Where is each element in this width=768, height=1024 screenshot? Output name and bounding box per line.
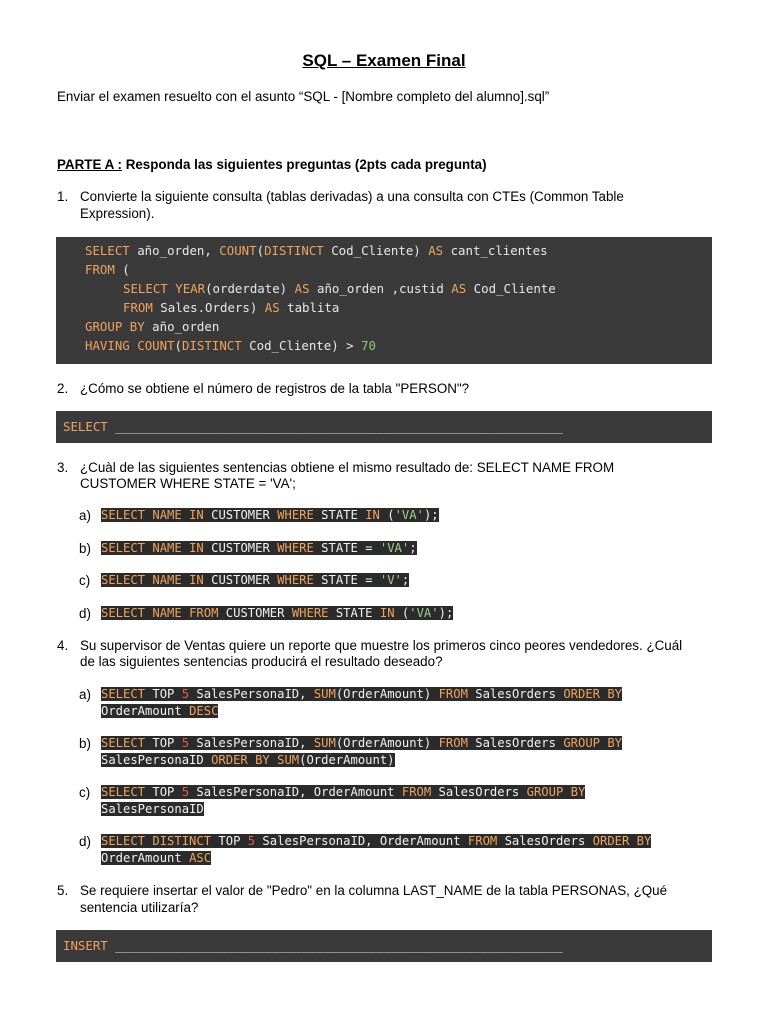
answer-blank: ____________________________________________________________ — [107, 938, 563, 953]
part-a-text: Responda las siguientes preguntas (2pts cada pregunta) — [121, 157, 487, 172]
page-title: SQL – Examen Final — [302, 51, 466, 70]
answer-line — [63, 938, 563, 953]
question-4 — [57, 638, 747, 672]
question-text-line-1: Convierte la siguiente consulta (tablas derivadas) a una consulta con CTEs (Common Table — [80, 189, 624, 204]
q3-option-d[interactable]: SELECT NAME FROM CUSTOMER WHERE STATE IN ('VA'); — [101, 606, 454, 620]
intro-text: Enviar el examen resuelto con el asunto “SQL - [Nombre completo del alumno].sql” — [57, 89, 550, 104]
question-number: 3. — [57, 460, 69, 475]
question-number: 2. — [57, 381, 69, 396]
q3-option-a[interactable]: SELECT NAME IN CUSTOMER WHERE STATE IN ('VA'); — [101, 508, 439, 522]
question-text-line-1: ¿Cuàl de las siguientes sentencias obtiene el mismo resultado de: SELECT NAME FROM — [80, 460, 615, 475]
option-label-d: d) — [79, 834, 91, 849]
q4-option-c[interactable]: SELECT TOP 5 SalesPersonaID, OrderAmount FROM SalesOrders GROUP BY SalesPersonaID — [101, 785, 586, 816]
question-text-line-1: Se requiere insertar el valor de "Pedro" en la columna LAST_NAME de la tabla PERSONAS, ¿Qué — [80, 883, 668, 898]
code-line: FROM ( — [85, 262, 130, 277]
code-line: SELECT YEAR(orderdate) AS año_orden ,custid AS Cod_Cliente — [123, 281, 556, 296]
part-a-label: PARTE A : — [57, 157, 122, 172]
q3-option-b[interactable]: SELECT NAME IN CUSTOMER WHERE STATE = 'VA'; — [101, 541, 417, 555]
question-text-line-2: CUSTOMER WHERE STATE = 'VA'; — [80, 476, 296, 491]
part-a-heading — [57, 157, 487, 173]
option-label-c: c) — [79, 573, 91, 588]
option-label-b: b) — [79, 541, 91, 556]
q4-option-b[interactable]: SELECT TOP 5 SalesPersonaID, SUM(OrderAmount) FROM SalesOrders GROUP BY SalesPersonaID ORDER BY SUM(OrderAmount) — [101, 736, 623, 767]
question-text-line-1: Su supervisor de Ventas quiere un reporte que muestre los primeros cinco peores vendedores. ¿Cuál — [80, 638, 683, 653]
option-label-a: a) — [79, 508, 91, 523]
question-3 — [57, 460, 737, 494]
question-5 — [57, 883, 737, 917]
question-number: 4. — [57, 638, 69, 653]
code-line: FROM Sales.Orders) AS tablita — [123, 300, 340, 315]
question-text-line-2: Expression). — [80, 206, 155, 221]
code-line: HAVING COUNT(DISTINCT Cod_Cliente) > 70 — [85, 338, 376, 353]
question-text-line-2: de las siguientes sentencias producirá el resultado deseado? — [80, 654, 443, 669]
q4-option-d[interactable]: SELECT DISTINCT TOP 5 SalesPersonaID, OrderAmount FROM SalesOrders ORDER BY OrderAmount ASC — [101, 834, 652, 865]
question-number: 5. — [57, 883, 69, 898]
code-line: GROUP BY año_orden — [85, 319, 220, 334]
insert-keyword: INSERT — [63, 938, 108, 953]
code-line: SELECT año_orden, COUNT(DISTINCT Cod_Cliente) AS cant_clientes — [85, 243, 548, 258]
option-label-d: d) — [79, 606, 91, 621]
answer-blank: ____________________________________________________________ — [107, 419, 563, 434]
answer-box-q2[interactable] — [56, 411, 712, 443]
answer-line — [63, 419, 563, 434]
question-text-line-2: sentencia utilizaría? — [80, 900, 199, 915]
option-label-a: a) — [79, 687, 91, 702]
q3-option-c[interactable]: SELECT NAME IN CUSTOMER WHERE STATE = 'V'; — [101, 573, 410, 587]
q4-option-a[interactable]: SELECT TOP 5 SalesPersonaID, SUM(OrderAmount) FROM SalesOrders ORDER BY OrderAmount DESC — [101, 687, 623, 718]
answer-box-q5[interactable] — [56, 930, 712, 962]
question-1 — [57, 189, 737, 223]
select-keyword: SELECT — [63, 419, 108, 434]
question-2 — [57, 381, 737, 398]
option-label-c: c) — [79, 785, 91, 800]
question-text: ¿Cómo se obtiene el número de registros de la tabla "PERSON"? — [80, 381, 470, 396]
option-label-b: b) — [79, 736, 91, 751]
question-number: 1. — [57, 189, 69, 204]
code-block-q1 — [56, 237, 712, 364]
